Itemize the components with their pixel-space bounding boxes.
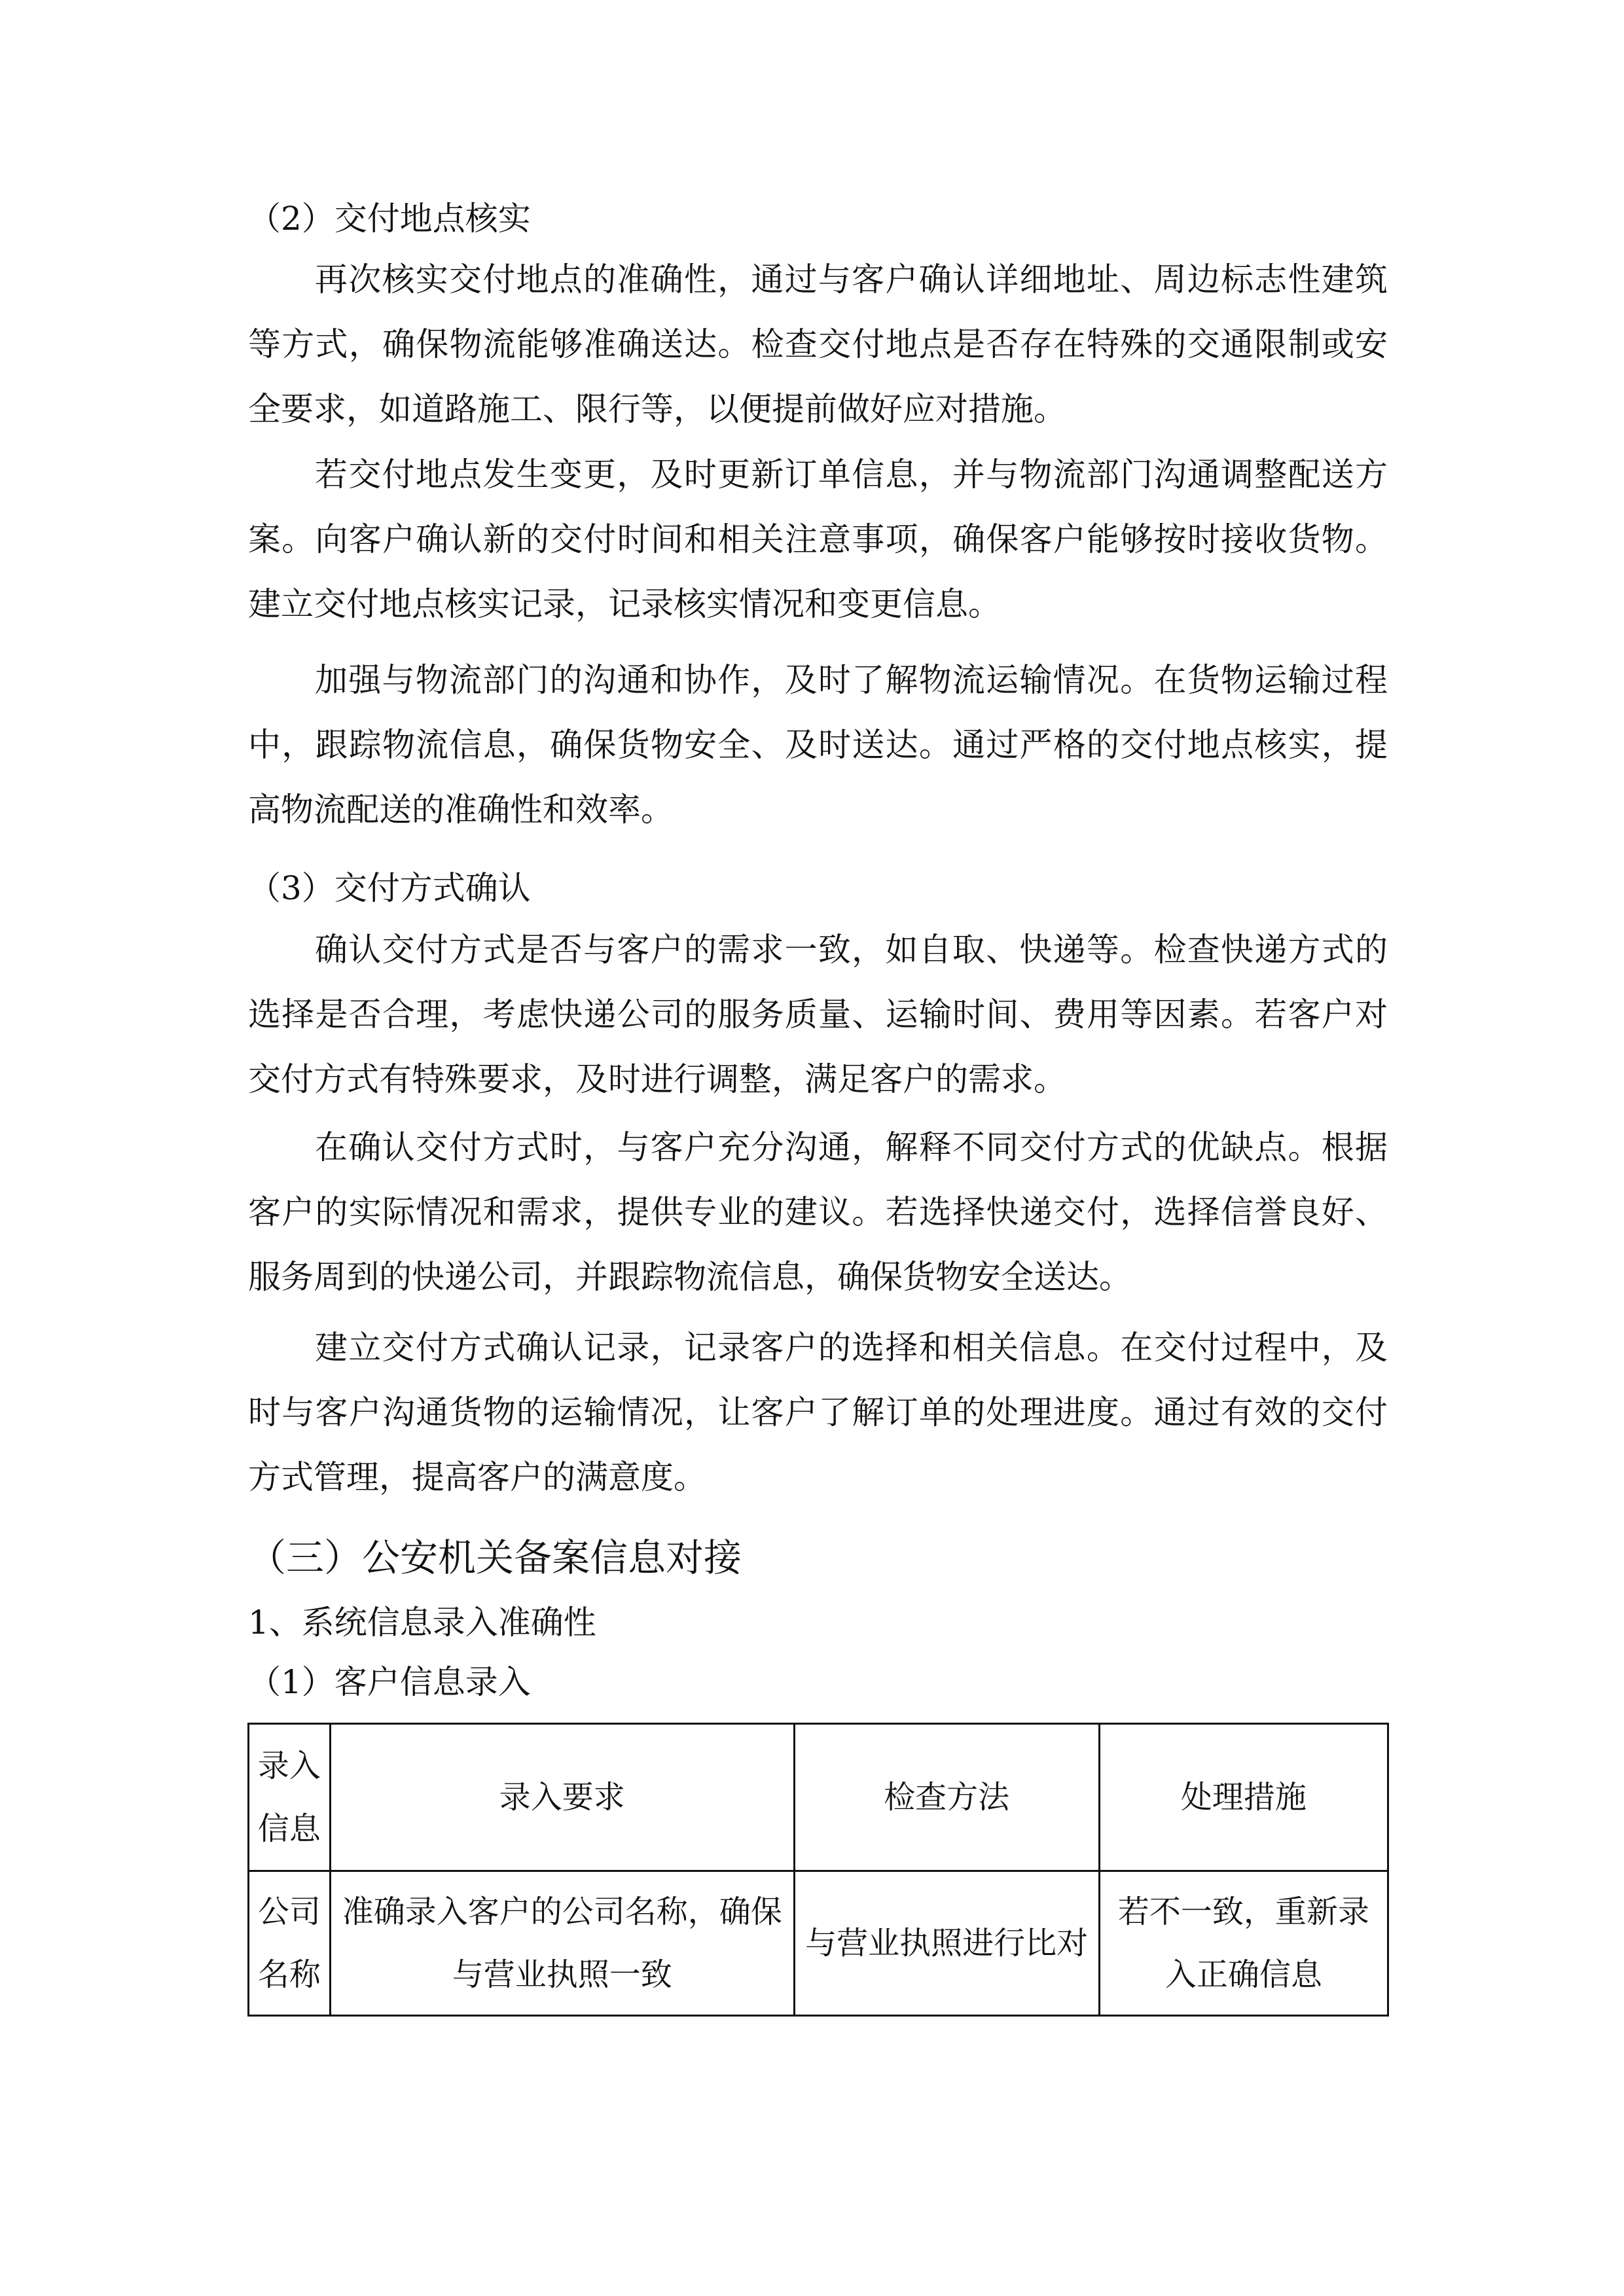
subsection-title: 1、系统信息录入准确性: [248, 1604, 596, 1641]
table-cell: 准确录入客户的公司名称，确保与营业执照一致: [330, 1871, 794, 2016]
paragraph: 加强与物流部门的沟通和协作，及时了解物流运输情况。在货物运输过程中，跟踪物流信息，确保货物安全、及时送达。通过严格的交付地点核实，提高物流配送的准确性和效率。: [248, 661, 1388, 829]
heading-delivery-location: （2）交付地点核实: [248, 200, 531, 238]
table-cell: 公司名称: [249, 1871, 331, 2016]
heading-delivery-method: （3）交付方式确认: [248, 869, 531, 907]
table-row: [249, 1871, 1388, 2016]
paragraph: 确认交付方式是否与客户的需求一致，如自取、快递等。检查快递方式的选择是否合理，考虑快递公司的服务质量、运输时间、费用等因素。若客户对交付方式有特殊要求，及时进行调整，满足客户的需求。: [248, 931, 1388, 1098]
table-header-row: [249, 1724, 1388, 1871]
paragraph: 在确认交付方式时，与客户充分沟通，解释不同交付方式的优缺点。根据客户的实际情况和需求，提供专业的建议。若选择快递交付，选择信誉良好、服务周到的快递公司，并跟踪物流信息，确保货物安全送达。: [248, 1128, 1388, 1296]
subsubsection-title: （1）客户信息录入: [248, 1663, 531, 1701]
customer-info-table: [247, 1723, 1389, 2017]
header-cell: 录入信息: [249, 1724, 331, 1871]
table-cell: 若不一致，重新录入正确信息: [1099, 1871, 1388, 2016]
header-cell: 录入要求: [330, 1724, 794, 1871]
header-cell: 处理措施: [1099, 1724, 1388, 1871]
section-title: （三）公安机关备案信息对接: [248, 1535, 742, 1580]
header-cell: 检查方法: [794, 1724, 1099, 1871]
table-cell: 与营业执照进行比对: [794, 1871, 1099, 2016]
paragraph: 再次核实交付地点的准确性，通过与客户确认详细地址、周边标志性建筑等方式，确保物流能够准确送达。检查交付地点是否存在特殊的交通限制或安全要求，如道路施工、限行等，以便提前做好应对措施。: [248, 260, 1388, 428]
paragraph: 建立交付方式确认记录，记录客户的选择和相关信息。在交付过程中，及时与客户沟通货物的运输情况，让客户了解订单的处理进度。通过有效的交付方式管理，提高客户的满意度。: [248, 1329, 1388, 1496]
paragraph: 若交付地点发生变更，及时更新订单信息，并与物流部门沟通调整配送方案。向客户确认新的交付时间和相关注意事项，确保客户能够按时接收货物。建立交付地点核实记录，记录核实情况和变更信息。: [248, 456, 1388, 623]
